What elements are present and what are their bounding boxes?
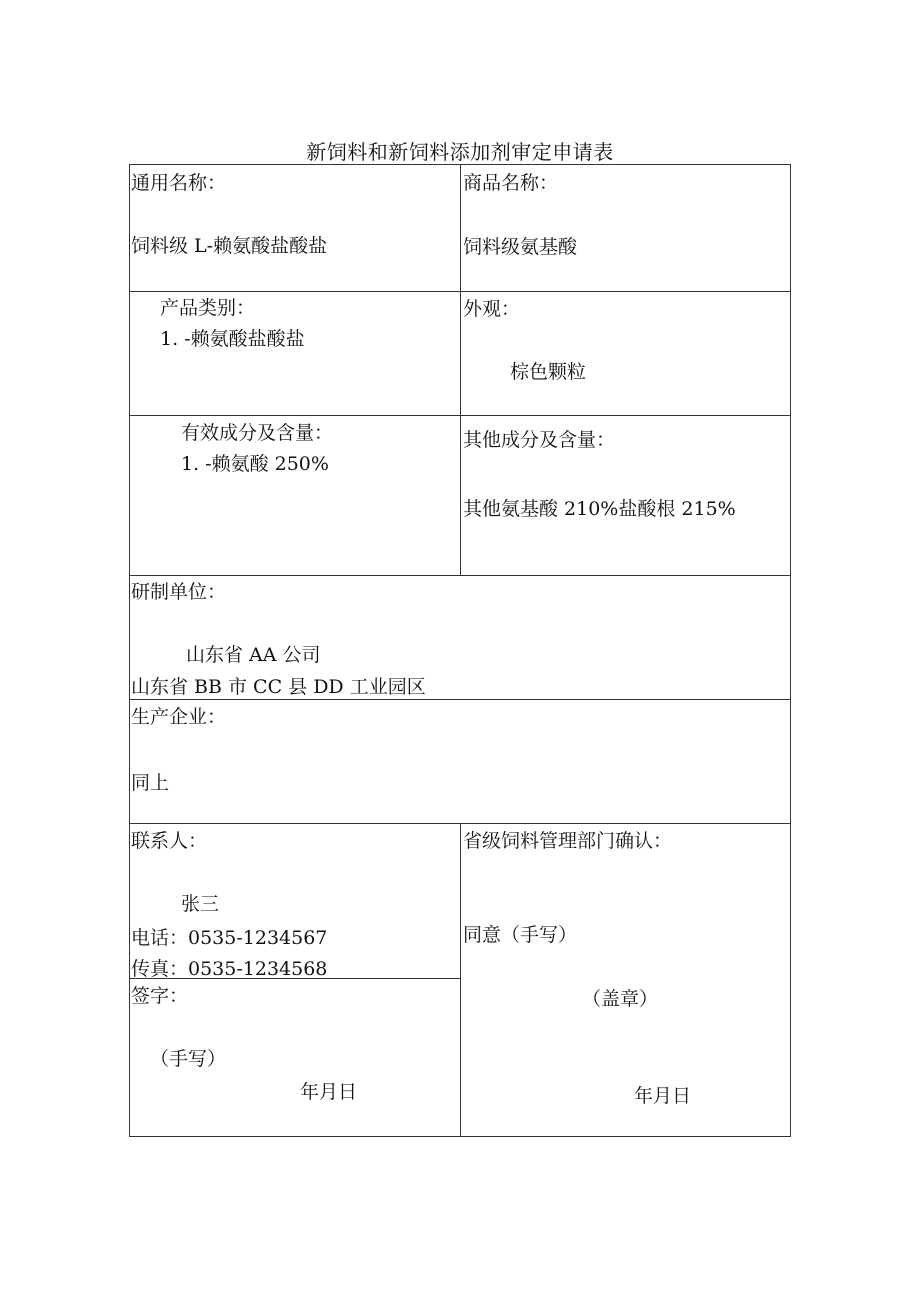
category-label: 产品类别： — [160, 297, 256, 319]
signature-date: 年月日 — [300, 1081, 358, 1103]
column-divider — [460, 823, 461, 1137]
table-border-left — [129, 164, 130, 1137]
trade-name-value: 饲料级氨基酸 — [463, 236, 578, 258]
contact-label: 联系人： — [131, 830, 208, 852]
confirm-agree: 同意（手写） — [463, 924, 578, 946]
page-title: 新饲料和新饲料添加剂审定申请表 — [306, 140, 614, 164]
contact-phone: 电话：0535-1234567 — [131, 927, 328, 949]
active-ingredient-value: 1. -赖氨酸 250% — [181, 453, 329, 475]
other-ingredient-value: 其他氨基酸 210%盐酸根 215% — [463, 498, 736, 520]
signature-label: 签字： — [131, 985, 189, 1007]
developer-label: 研制单位： — [131, 581, 227, 603]
active-ingredient-label: 有效成分及含量： — [181, 422, 334, 444]
appearance-label: 外观： — [463, 298, 521, 320]
table-border-right — [790, 164, 791, 1137]
signature-handwritten: （手写） — [150, 1048, 227, 1070]
developer-name: 山东省 AA 公司 — [186, 644, 321, 666]
confirm-label: 省级饲料管理部门确认： — [463, 830, 673, 852]
appearance-value: 棕色颗粒 — [510, 361, 587, 383]
seal-placeholder: （盖章） — [582, 988, 659, 1010]
producer-value: 同上 — [131, 772, 170, 794]
column-divider — [460, 164, 461, 576]
producer-label: 生产企业： — [131, 706, 227, 728]
other-ingredient-label: 其他成分及含量： — [463, 429, 616, 451]
contact-name: 张三 — [181, 893, 220, 915]
confirm-date: 年月日 — [634, 1085, 692, 1107]
generic-name-value: 饲料级 L-赖氨酸盐酸盐 — [131, 235, 328, 257]
developer-address: 山东省 BB 市 CC 县 DD 工业园区 — [131, 676, 426, 698]
generic-name-label: 通用名称： — [131, 172, 227, 194]
category-value: 1. -赖氨酸盐酸盐 — [160, 328, 305, 350]
row-divider — [129, 699, 791, 700]
trade-name-label: 商品名称： — [463, 172, 559, 194]
contact-fax: 传真：0535-1234568 — [131, 958, 328, 980]
